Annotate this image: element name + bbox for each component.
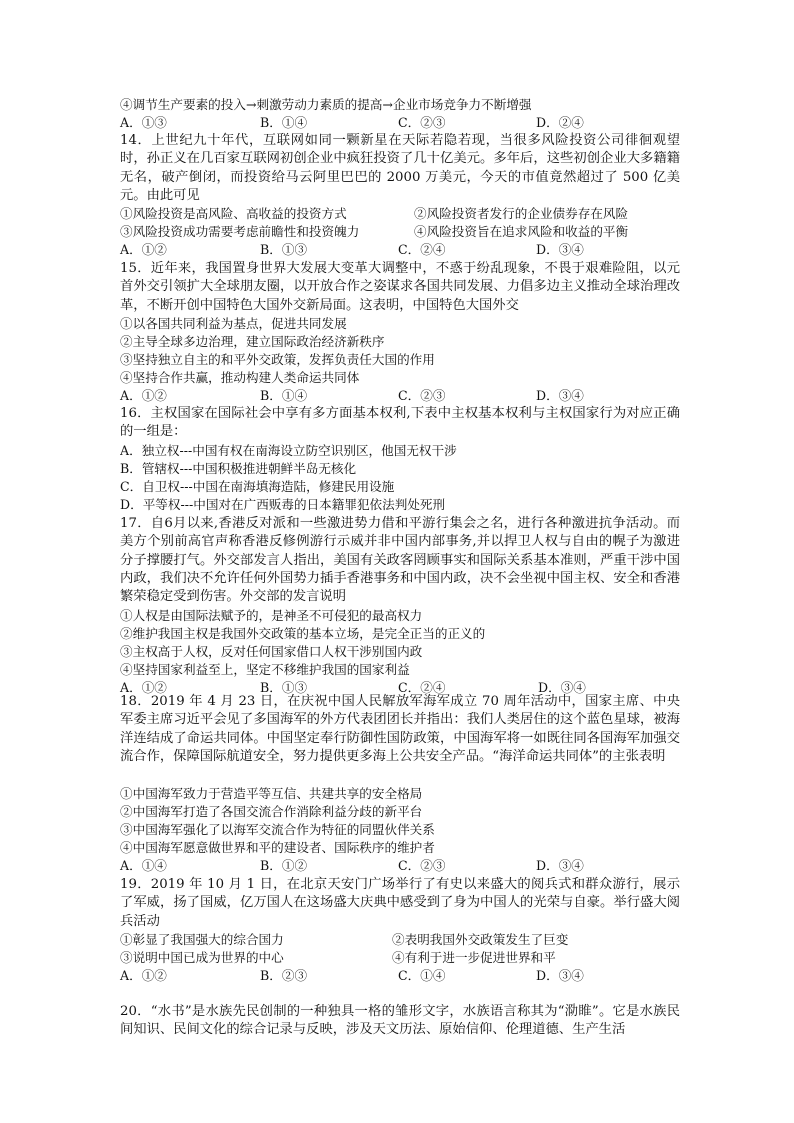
q19-option-c: C．①④ <box>398 968 446 983</box>
q17-stem: 17．自6月以来,香港反对派和一些激进势力借和平游行集会之名，进行各种激进抗争活动。而美方个别前高官声称香港反修例游行示威并非中国内部事务,并以捍卫人权与自由的幌子为激进分子撑腰打气。外交部发言人指出，美国有关政客罔顾事实和国际关系基本准则，严重干涉中国内政，我们决不允许任何外国势力插手香港事务和中国内政，决不会坐视中国主权、安全和香港繁荣稳定受到伤害。外交部的发言说明 <box>120 516 680 605</box>
question-15 <box>120 260 680 405</box>
q19-option-b: B．②③ <box>260 968 308 983</box>
q15-stem: 15．近年来，我国置身世界大发展大变革大调整中，不惑于纷乱现象，不畏于艰难险阻，以元首外交引领扩大全球朋友圈，以开放合作之姿谋求各国共同发展、力倡多边主义推动全球治理改革，不断开创中国特色大国外交新局面。这表明，中国特色大国外交 <box>120 261 680 313</box>
q15-option-c: C．②③ <box>398 388 446 403</box>
q15-item-3: ③坚持独立自主的和平外交政策，发挥负责任大国的作用 <box>120 352 435 367</box>
question-17 <box>120 515 680 697</box>
q14-items-row-1 <box>120 205 680 223</box>
q15-item-1: ①以各国共同利益为基点，促进共同发展 <box>120 316 347 331</box>
q14-option-c: C．②④ <box>398 242 446 257</box>
q13-option-b: B．①④ <box>260 115 308 130</box>
q14-item-1: ①风险投资是高风险、高收益的投资方式 <box>120 206 347 221</box>
q19-items-row-2 <box>120 949 680 967</box>
q15-option-d: D．③④ <box>536 388 584 403</box>
question-16 <box>120 405 680 514</box>
q15-option-b: B．①④ <box>260 388 308 403</box>
q15-item-2: ②主导全球多边治理，建立国际政治经济新秩序 <box>120 334 385 349</box>
q14-item-2: ②风险投资者发行的企业债券存在风险 <box>414 206 629 221</box>
q19-stem: 19．2019 年 10 月 1 日，在北京天安门广场举行了有史以来盛大的阅兵式和群众游行，展示了军威，扬了国威，亿万国人在这场盛大庆典中感受到了身为中国人的光荣与自豪。举行盛大阅兵活动 <box>120 877 680 929</box>
q13-options <box>120 114 680 132</box>
q14-items-row-2 <box>120 223 680 241</box>
q13-option-a: A．①③ <box>120 115 167 130</box>
q19-option-a: A．①② <box>120 968 167 983</box>
q17-item-2: ②维护我国主权是我国外交政策的基本立场，是完全正当的正义的 <box>120 626 486 641</box>
q17-option-c: C．②④ <box>398 680 446 695</box>
q19-option-d: D．③④ <box>536 968 584 983</box>
q14-options <box>120 241 680 259</box>
q16-option-b: B．管辖权---中国积极推进朝鲜半岛无核化 <box>120 461 357 476</box>
q19-item-1: ①彰显了我国强大的综合国力 <box>120 932 284 947</box>
q15-options <box>120 387 680 405</box>
q18-item-1: ①中国海军致力于营造平等互信、共建共享的安全格局 <box>120 786 423 801</box>
q18-item-4: ④中国海军愿意做世界和平的建设者、国际秩序的维护者 <box>120 840 435 855</box>
q17-item-4: ④坚持国家利益至上，坚定不移维护我国的国家利益 <box>120 662 410 677</box>
question-13-tail <box>120 96 680 132</box>
q18-item-3: ③中国海军强化了以海军交流合作为特征的同盟伙伴关系 <box>120 822 435 837</box>
question-14 <box>120 132 680 259</box>
q18-item-2: ②中国海军打造了各国交流合作消除利益分歧的新平台 <box>120 804 423 819</box>
q17-option-d: D．③④ <box>538 680 586 695</box>
q19-item-4: ④有利于进一步促进世界和平 <box>392 950 556 965</box>
q17-item-1: ①人权是由国际法赋予的，是神圣不可侵犯的最高权力 <box>120 608 423 623</box>
q16-option-c: C．自卫权---中国在南海填海造陆，修建民用设施 <box>120 479 395 494</box>
q19-options <box>120 967 680 985</box>
question-20 <box>120 1003 680 1040</box>
q14-option-a: A．①② <box>120 242 167 257</box>
q17-option-b: B．①③ <box>260 680 308 695</box>
q13-option-c: C．②③ <box>398 115 446 130</box>
q19-items-row-1 <box>120 931 680 949</box>
q18-option-d: D．③④ <box>536 858 584 873</box>
question-19 <box>120 876 680 985</box>
q16-option-d: D．平等权---中国对在广西贩毒的日本籍罪犯依法判处死刑 <box>120 497 446 512</box>
q14-item-4: ④风险投资旨在追求风险和收益的平衡 <box>414 224 629 239</box>
q16-option-a: A．独立权---中国有权在南海设立防空识别区，他国无权干涉 <box>120 443 457 458</box>
q18-option-a: A．①④ <box>120 858 167 873</box>
q20-stem: 20．“水书”是水族先民创制的一种独具一格的雏形文字，水族语言称其为“泐睢”。它是水族民间知识、民间文化的综合记录与反映，涉及天文历法、原始信仰、伦理道德、生产生活 <box>120 1004 680 1038</box>
q13-item-4: ④调节生产要素的投入→刺激劳动力素质的提高→企业市场竞争力不断增强 <box>120 97 532 112</box>
q18-options <box>120 857 680 875</box>
q14-option-d: D．③④ <box>536 242 584 257</box>
q15-item-4: ④坚持合作共赢，推动构建人类命运共同体 <box>120 370 360 385</box>
q17-option-a: A．①② <box>120 680 167 695</box>
q14-option-b: B．①③ <box>260 242 308 257</box>
q16-stem: 16．主权国家在国际社会中享有多方面基本权利,下表中主权基本权利与主权国家行为对应正确的一组是： <box>120 406 680 440</box>
q18-option-b: B．①② <box>260 858 308 873</box>
q19-item-3: ③说明中国已成为世界的中心 <box>120 950 284 965</box>
q19-item-2: ②表明我国外交政策发生了巨变 <box>392 932 569 947</box>
q18-stem: 18．2019 年 4 月 23 日，在庆祝中国人民解放军海军成立 70 周年活动中，国家主席、中央军委主席习近平会见了多国海军的外方代表团团长并指出：我们人类居住的这个蓝色星球，被海洋连结成了命运共同体。中国坚定奉行防御性国防政策，中国海军将一如既往同各国海军加强交流合作，保障国际航道安全，努力提供更多海上公共安全产品。“海洋命运共同体”的主张表明 <box>120 694 680 764</box>
q13-option-d: D．②④ <box>536 115 584 130</box>
q15-option-a: A．①② <box>120 388 167 403</box>
q14-stem: 14．上世纪九十年代，互联网如同一颗新星在天际若隐若现，当很多风险投资公司徘徊观望时，孙正义在几百家互联网初创企业中疯狂投资了几十亿美元。多年后，这些初创企业大多籍籍无名，破产倒闭，而投资给马云阿里巴巴的 2000 万美元，今天的市值竟然超过了 500 亿美元。由此可见 <box>120 133 680 203</box>
q17-item-3: ③主权高于人权，反对任何国家借口人权干涉别国内政 <box>120 644 423 659</box>
q18-option-c: C．②③ <box>398 858 446 873</box>
question-18 <box>120 693 680 875</box>
q14-item-3: ③风险投资成功需要考虑前瞻性和投资魄力 <box>120 224 360 239</box>
